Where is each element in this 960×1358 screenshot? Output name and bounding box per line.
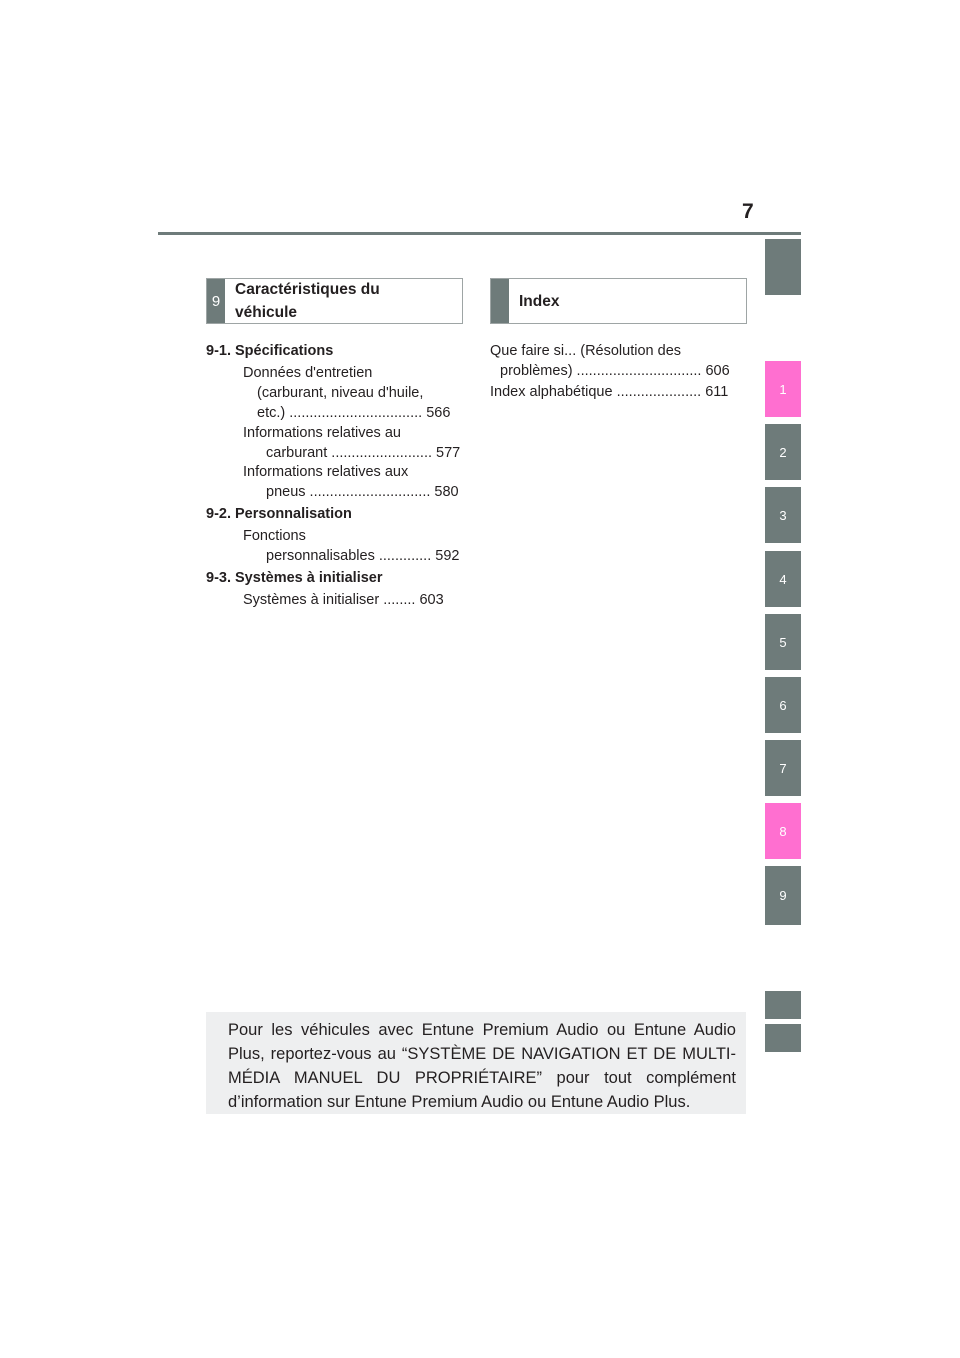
toc-entry-fuel[interactable]: Informations relatives au carburant ......................... 577 xyxy=(243,425,461,461)
chapter-tab-6[interactable]: 6 xyxy=(765,677,801,733)
toc-chapter-9-3[interactable]: 9-3. Systèmes à initialiser xyxy=(206,570,383,586)
chapter-tab-7[interactable]: 7 xyxy=(765,740,801,796)
chapter-tab-index-a[interactable] xyxy=(765,991,801,1019)
chapter-tab-9[interactable]: 9 xyxy=(765,866,801,925)
section-number: 9 xyxy=(207,279,225,323)
chapter-tab-4[interactable]: 4 xyxy=(765,551,801,607)
section-title: Index xyxy=(519,292,560,310)
toc-chapter-9-2[interactable]: 9-2. Personnalisation xyxy=(206,506,352,522)
chapter-tab-1[interactable]: 1 xyxy=(765,361,801,417)
chapter-tab-5[interactable]: 5 xyxy=(765,614,801,670)
chapter-tab-2[interactable]: 2 xyxy=(765,424,801,480)
toc-entry-tires[interactable]: Informations relatives aux pneus .............................. 580 xyxy=(243,464,459,500)
header-rule xyxy=(158,232,801,235)
chapter-tab-contents[interactable] xyxy=(765,239,801,295)
note-box xyxy=(206,1012,746,1114)
toc-entry-custom[interactable]: Fonctions personnalisables ............. 592 xyxy=(243,528,460,564)
note-text: Pour les véhicules avec Entune Premium Audio ou Entune Audio Plus, reportez-vous au “SYSTÈME DE NAVIGATION ET DE MULTI-MÉDIA MANUEL DU PROPRIÉTAIRE” pour tout complément d’information sur Entune Premium Audio ou Entune Audio Plus. xyxy=(228,1021,736,1111)
section-header-specs xyxy=(206,278,463,324)
toc-entry-alpha-index[interactable]: Index alphabétique ..................... 611 xyxy=(490,384,729,400)
toc-entry-init[interactable]: Systèmes à initialiser ........ 603 xyxy=(243,592,444,608)
section-number xyxy=(491,279,509,323)
chapter-tab-index-b[interactable] xyxy=(765,1024,801,1052)
section-header-index xyxy=(490,278,747,324)
toc-entry-maintenance[interactable]: Données d'entretien (carburant, niveau d'huile, etc.) ................................. 566 xyxy=(243,365,451,421)
toc-chapter-9-1[interactable]: 9-1. Spécifications xyxy=(206,343,334,359)
section-title: Caractéristiques du véhicule xyxy=(235,281,380,321)
chapter-tab-8[interactable]: 8 xyxy=(765,803,801,859)
page-number: 7 xyxy=(742,200,754,223)
chapter-tab-3[interactable]: 3 xyxy=(765,487,801,543)
toc-entry-troubleshooting[interactable]: Que faire si... (Résolution des problèmes) ............................... 606 xyxy=(490,343,730,379)
